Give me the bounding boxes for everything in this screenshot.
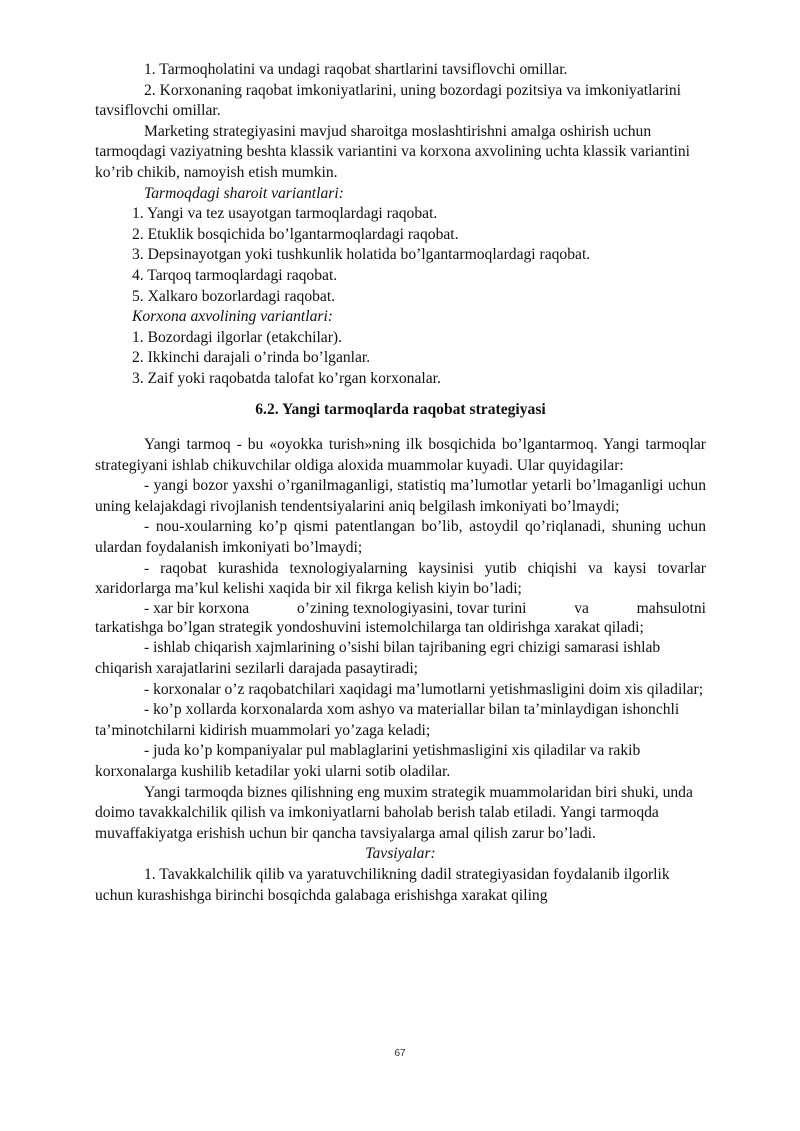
conditions-item: 4. Tarqoq tarmoqlardagi raqobat. — [132, 266, 338, 284]
page-number: 67 — [394, 1048, 406, 1059]
conditions-item: 5. Xalkaro bozorlardagi raqobat. — [132, 287, 336, 305]
conditions-heading: Tarmoqdagi sharoit variantlari: — [144, 184, 344, 202]
bullet-item: - korxonalar o’z raqobatchilari xaqidagi ma’lumotlarni yetishmasligini doim xis qiladilar; — [144, 680, 704, 698]
section-intro: Yangi tarmoq - bu «oyokka turish»ning ilk bosqichida bo’lgantarmoq. Yangi tarmoqlar strategiyani ishlab chikuvchilar oldiga aloxida muammolar kuyadi. Ular quyidagilar: — [95, 436, 706, 474]
company-item: 3. Zaif yoki raqobatda talofat ko’rgan korxonalar. — [132, 369, 441, 387]
bullet-item-continuation: tarkatishga bo’lgan strategik yondoshuvini istemolchilarga tan oldirishga xarakat qiladi; — [95, 618, 644, 636]
recommendations-heading: Tavsiyalar: — [365, 845, 436, 863]
recommendation-item: 1. Tavakkalchilik qilib va yaratuvchilikning dadil strategiyasidan foydalanib ilgorlik uchun kurashishga birinchi bosqichda galabaga erishishga xarakat qiling — [95, 865, 670, 904]
company-item: 2. Ikkinchi darajali o’rinda bo’lganlar. — [132, 349, 371, 367]
bullet-item: - yangi bozor yaxshi o’rganilmaganligi, statistiq ma’lumotlar yetarli bo’lmaganligi uchun uning kelajakdagi rivojlanish tendentsiyalarini aniq belgilash imkoniyati bo’lmaydi; — [95, 477, 706, 515]
company-item: 1. Bozordagi ilgorlar (etakchilar). — [132, 328, 342, 346]
bullet-item-split-line: - xar bir korxona o’zining texnologiyasini, tovar turini va mahsulotni — [144, 599, 706, 617]
bullet-item: - juda ko’p kompaniyalar pul mablaglarini yetishmasligini xis qiladilar va rakib korxonalarga kushilib ketadilar yoki ularni sotib oladilar. — [95, 742, 641, 780]
intro-item-1: 1. Tarmoqholatini va undagi raqobat shartlarini tavsiflovchi omillar. — [144, 61, 568, 78]
intro-item-2: 2. Korxonaning raqobat imkoniyatlarini, uning bozordagi pozitsiya va imkoniyatlarini tavsiflovchi omillar. — [95, 81, 682, 120]
intro-paragraph: Marketing strategiyasini mavjud sharoitga moslashtirishni amalga oshirish uchun tarmoqdagi vaziyatning beshta klassik variantini va korxona axvolining uchta klassik variantini ko’rib chikib, namoyish etish mumkin. — [95, 122, 691, 181]
page-body — [95, 60, 706, 906]
bullet-item: - ko’p xollarda korxonalarda xom ashyo va materiallar bilan ta’minlaydigan ishonchli ta’minotchilarni kidirish muammolari yo’zaga keladi; — [95, 701, 680, 739]
company-heading: Korxona axvolining variantlari: — [132, 308, 333, 326]
bullet-item: - ishlab chiqarish xajmlarining o’sishi bilan tajribaning egri chizigi samarasi ishlab chiqarish xarajatlarini sezilarli darajada pasaytiradi; — [95, 639, 661, 678]
conditions-item: 1. Yangi va tez usayotgan tarmoqlardagi raqobat. — [132, 205, 438, 223]
bullet-item: - nou-xoularning ko’p qismi patentlangan bo’lib, astoydil qo’riqlanadi, shuning uchun ulardan foydalanish imkoniyati bo’lmaydi; — [95, 518, 706, 557]
section-title: 6.2. Yangi tarmoqlarda raqobat strategiyasi — [255, 400, 546, 418]
bullet-item: - raqobat kurashida texnologiyalarning kaysinisi yutib chiqishi va kaysi tovarlar xaridorlarga ma’kul kelishi xaqida bir xil fikrga kelish kiyin bo’ladi; — [95, 559, 706, 598]
conditions-item: 2. Etuklik bosqichida bo’lgantarmoqlardagi raqobat. — [132, 225, 459, 243]
section-paragraph: Yangi tarmoqda biznes qilishning eng muxim strategik muammolaridan biri shuki, unda doimo tavakkalchilik qilish va imkoniyatlarni baholab berish talab etiladi. Yangi tarmoqda muvaffakiyatga erishish uchun bir qancha tavsiyalarga amal qilish zarur bo’ladi. — [95, 783, 693, 842]
conditions-item: 3. Depsinayotgan yoki tushkunlik holatida bo’lgantarmoqlardagi raqobat. — [132, 246, 591, 264]
